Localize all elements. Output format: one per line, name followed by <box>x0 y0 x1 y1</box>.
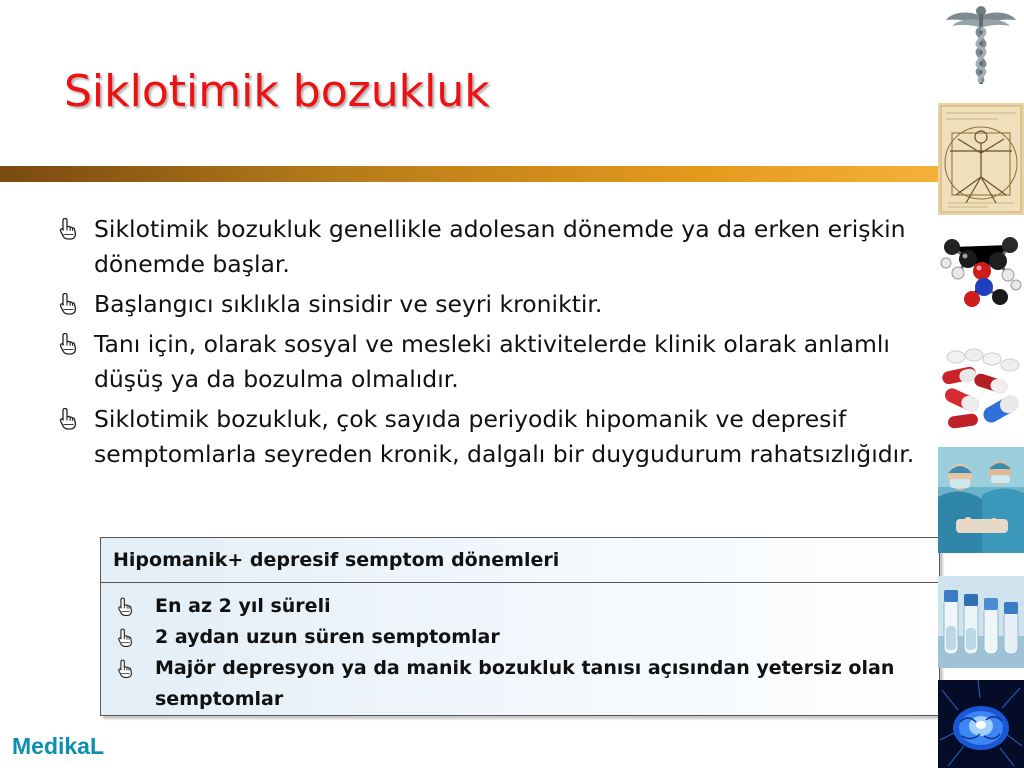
test-tubes-image <box>938 576 1024 668</box>
pointing-hand-icon <box>56 331 82 357</box>
bullet-item <box>56 327 936 397</box>
brand-logo-text: MedikaL <box>12 733 105 759</box>
pointing-hand-icon <box>56 406 82 432</box>
bullet-text: Siklotimik bozukluk genellikle adolesan dönemde ya da erken erişkin dönemde başlar. <box>94 215 906 278</box>
surgeons-operating-image <box>938 447 1024 553</box>
title-underline-bar <box>0 166 940 182</box>
criteria-box <box>100 537 940 716</box>
bullet-text: Başlangıcı sıklıkla sinsidir ve seyri kroniktir. <box>94 290 603 318</box>
criteria-item <box>115 622 939 653</box>
bullet-item <box>56 212 936 282</box>
criteria-text: Majör depresyon ya da manik bozukluk tanısı açısından yetersiz olan semptomlar <box>155 657 895 710</box>
criteria-item <box>115 591 939 622</box>
pointing-hand-icon <box>56 216 82 242</box>
pointing-hand-icon <box>56 291 82 317</box>
bullet-text: Tanı için, olarak sosyal ve mesleki aktivitelerde klinik olarak anlamlı düşüş ya da bozulma olmalıdır. <box>94 330 890 393</box>
pointing-hand-icon <box>115 627 137 649</box>
molecule-model-image <box>938 225 1024 317</box>
criteria-text: 2 aydan uzun süren semptomlar <box>155 626 500 648</box>
bullet-item <box>56 287 936 322</box>
caduceus-icon <box>938 0 1024 92</box>
pills-capsules-image <box>938 335 1024 435</box>
criteria-text: En az 2 yıl süreli <box>155 595 331 617</box>
slide-title: Siklotimik bozukluk <box>64 66 490 117</box>
bullet-text: Siklotimik bozukluk, çok sayıda periyodik hipomanik ve depresif semptomlarla seyreden kronik, dalgalı bir duygudurum rahatsızlığıdır. <box>94 405 915 468</box>
criteria-list <box>101 583 939 715</box>
bullet-item <box>56 402 936 472</box>
criteria-item <box>115 653 939 715</box>
glowing-brain-image <box>938 680 1024 768</box>
main-bullet-list <box>56 212 936 477</box>
pointing-hand-icon <box>115 596 137 618</box>
criteria-box-header: Hipomanik+ depresif semptom dönemleri <box>101 538 939 583</box>
pointing-hand-icon <box>115 658 137 680</box>
vitruvian-man-image <box>938 103 1024 215</box>
